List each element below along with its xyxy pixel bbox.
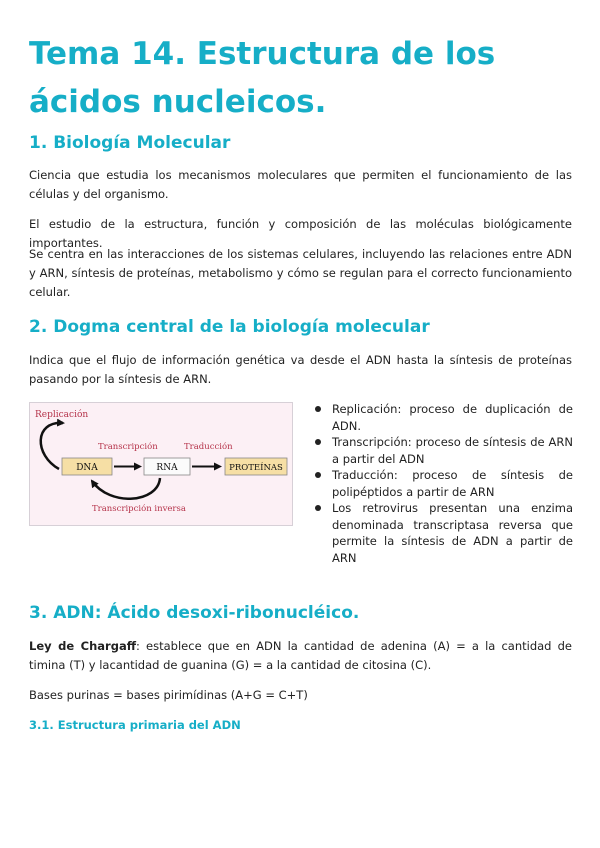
bullet-dot-icon [315,439,321,445]
paragraph-chargaff [29,637,572,675]
label-transcripcion: Transcripción [98,442,158,452]
subsection-heading-estructura-primaria: 3.1. Estructura primaria del ADN [29,718,241,732]
bullet-item: Replicación: proceso de duplicación de ADN. [311,401,573,434]
bullet-dot-icon [315,505,321,511]
proteinas-label: PROTEÍNAS [229,463,283,473]
central-dogma-figure [30,403,294,527]
section-heading-dogma-central: 2. Dogma central de la biología molecular [29,317,430,337]
bullet-item: Transcripción: proceso de síntesis de ARN a partir del ADN [311,434,573,467]
paragraph-study: El estudio de la estructura, función y composición de las moléculas biológicamente importantes. [29,217,572,250]
bullet-dot-icon [315,406,321,412]
page-title: Tema 14. Estructura de los ácidos nucleicos. [29,36,496,120]
chargaff-text: : establece que en ADN la cantidad de adenina (A) = a la cantidad de timina (T) y lacantidad de guanina (G) = a la cantidad de citosina (C). [29,639,573,672]
chargaff-term: Ley de Chargaff [29,639,137,653]
paragraph-bases: Bases purinas = bases pirimídinas (A+G = C+T) [29,688,308,702]
paragraph-dogma: Indica que el flujo de información genética va desde el ADN hasta la síntesis de proteínas pasando por la síntesis de ARN. [29,353,572,386]
dna-label: DNA [76,463,98,473]
bullet-item: Los retrovirus presentan una enzima denominada transcriptasa reversa que permite la síntesis de ADN a partir de ARN [311,500,573,566]
bullet-item: Traducción: proceso de síntesis de polipéptidos a partir de ARN [311,467,573,500]
section-heading-biologia-molecular: 1. Biología Molecular [29,133,231,153]
replication-loop-arrow [41,423,63,469]
reverse-transcription-arrow [92,478,160,499]
central-dogma-diagram [29,402,293,526]
label-traduccion: Traducción [184,442,233,452]
bullet-dot-icon [315,472,321,478]
label-transcripcion-inversa: Transcripción inversa [92,504,186,514]
rna-label: RNA [156,463,178,473]
section-heading-adn: 3. ADN: Ácido desoxi-ribonucléico. [29,603,360,623]
paragraph-interactions: Se centra en las interacciones de los sistemas celulares, incluyendo las relaciones entre ADN y ARN, síntesis de proteínas, metabolismo y cómo se regulan para el correcto funcionamiento celular. [29,247,572,299]
dogma-bullet-list [311,401,573,566]
paragraph-definition: Ciencia que estudia los mecanismos moleculares que permiten el funcionamiento de las células y del organismo. [29,168,572,201]
label-replicacion: Replicación [35,410,89,420]
